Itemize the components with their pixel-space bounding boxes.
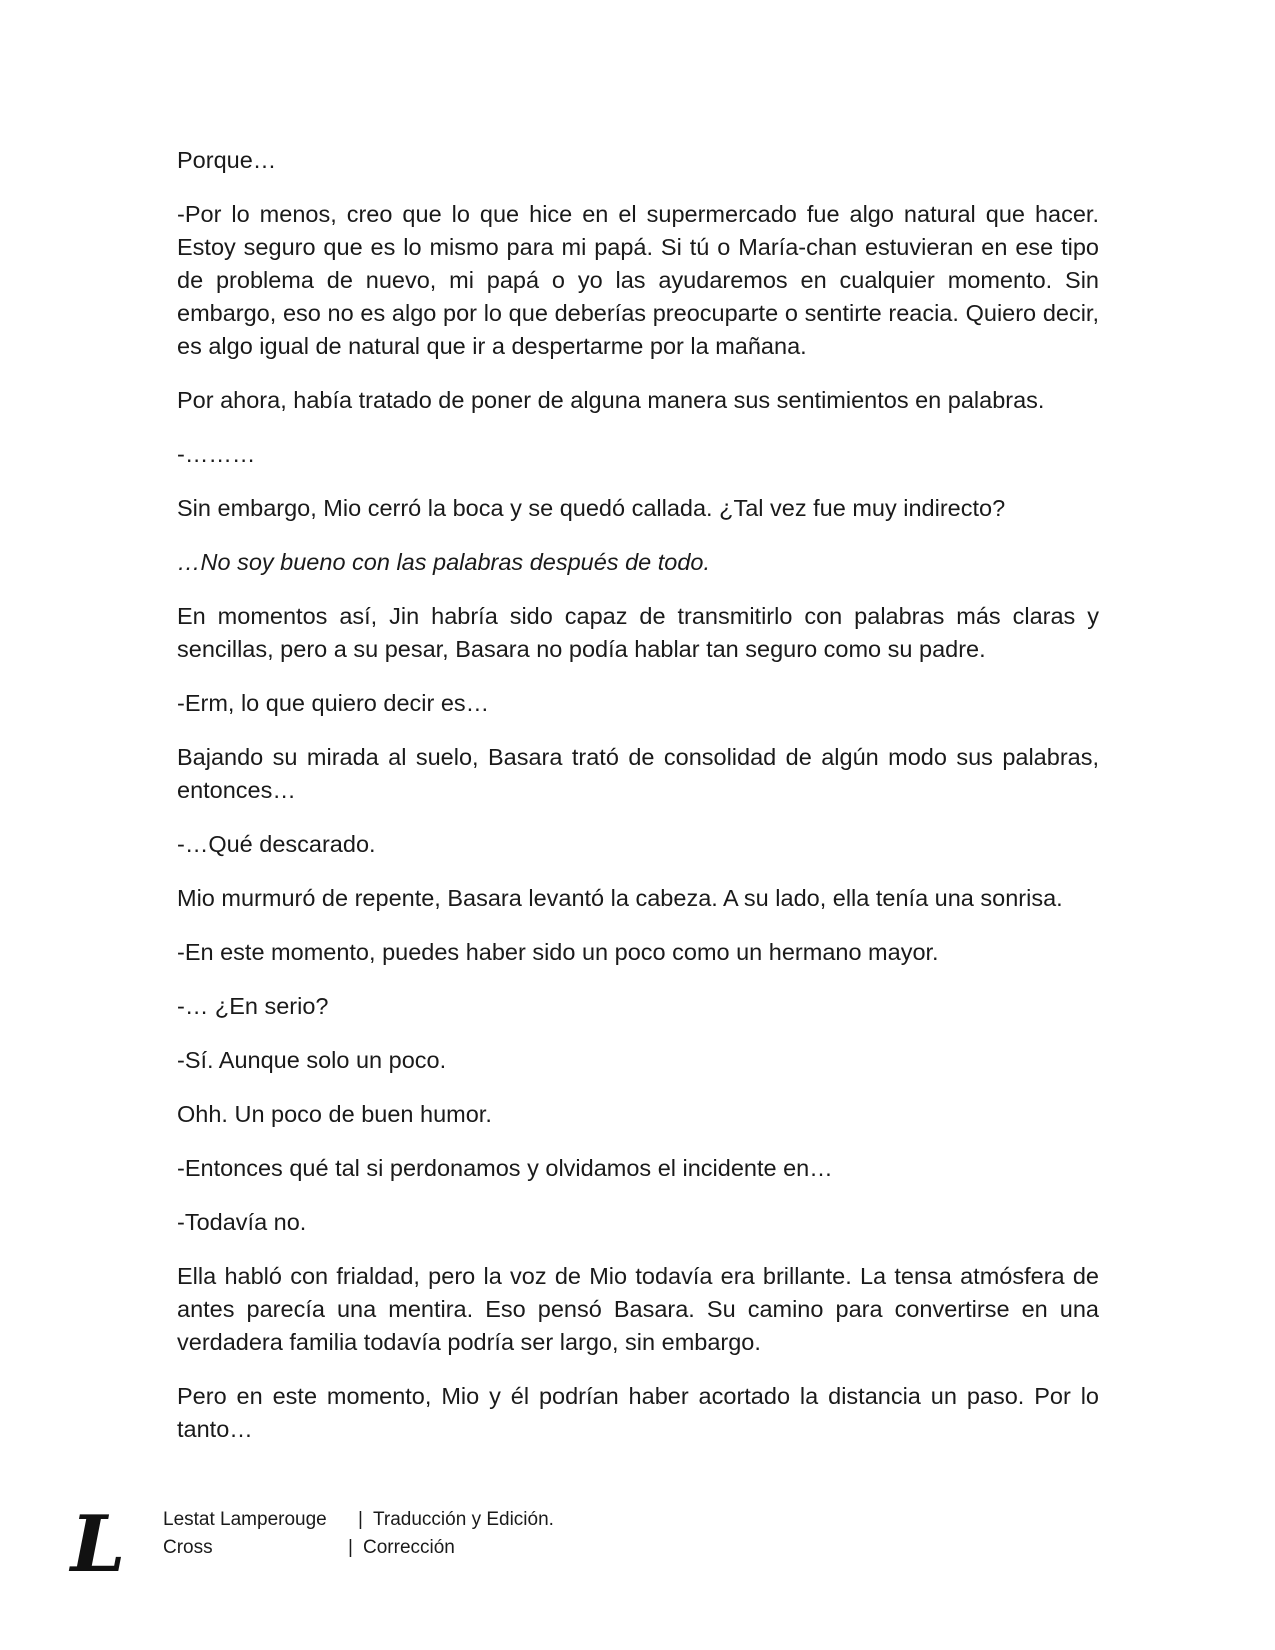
paragraph: -…Qué descarado. [177,831,376,857]
paragraph: -En este momento, puedes haber sido un poco como un hermano mayor. [177,939,939,965]
paragraph: Pero en este momento, Mio y él podrían haber acortado la distancia un paso. Por lo tanto… [177,1383,1099,1442]
credit-line [163,1536,763,1560]
paragraph: -……… [177,441,256,467]
paragraph: -Todavía no. [177,1209,307,1235]
body-text [177,144,1099,1467]
credit-role: Corrección [363,1537,455,1558]
paragraph: Por ahora, había tratado de poner de alguna manera sus sentimientos en palabras. [177,387,1045,413]
credit-separator: | [348,1537,353,1558]
paragraph: Ohh. Un poco de buen humor. [177,1101,492,1127]
paragraph: Bajando su mirada al suelo, Basara trató de consolidad de algún modo sus palabras, entonces… [177,744,1099,803]
paragraph: -… ¿En serio? [177,993,329,1019]
paragraph: -Por lo menos, creo que lo que hice en el supermercado fue algo natural que hacer. Estoy seguro que es lo mismo para mi papá. Si tú o María-chan estuvieran en ese tipo de problema de nuevo, mi papá o yo las ayudaremos en cualquier momento. Sin embargo, eso no es algo por lo que deberías preocuparte o sentirte reacia. Quiero decir, es algo igual de natural que ir a despertarme por la mañana. [177,201,1099,359]
paragraph: -Erm, lo que quiero decir es… [177,690,490,716]
credit-name: Lestat Lamperouge [163,1509,327,1530]
credit-line [163,1508,763,1532]
paragraph: -Entonces qué tal si perdonamos y olvidamos el incidente en… [177,1155,833,1181]
paragraph: -Sí. Aunque solo un poco. [177,1047,447,1073]
paragraph: Porque… [177,147,277,173]
paragraph: En momentos así, Jin habría sido capaz de transmitirlo con palabras más claras y sencillas, pero a su pesar, Basara no podía hablar tan seguro como su padre. [177,603,1099,662]
italic-paragraph: …No soy bueno con las palabras después de todo. [177,549,711,575]
footer [68,1499,768,1595]
paragraph: Mio murmuró de repente, Basara levantó la cabeza. A su lado, ella tenía una sonrisa. [177,885,1063,911]
gothic-l-logo-icon: L [70,1499,126,1590]
credit-role: Traducción y Edición. [373,1509,554,1530]
paragraph: Ella habló con frialdad, pero la voz de Mio todavía era brillante. La tensa atmósfera de antes parecía una mentira. Eso pensó Basara. Su camino para convertirse en una verdadera familia todavía podría ser largo, sin embargo. [177,1263,1099,1355]
paragraph: Sin embargo, Mio cerró la boca y se quedó callada. ¿Tal vez fue muy indirecto? [177,495,1006,521]
credit-name: Cross [163,1537,213,1558]
credit-separator: | [358,1509,363,1530]
